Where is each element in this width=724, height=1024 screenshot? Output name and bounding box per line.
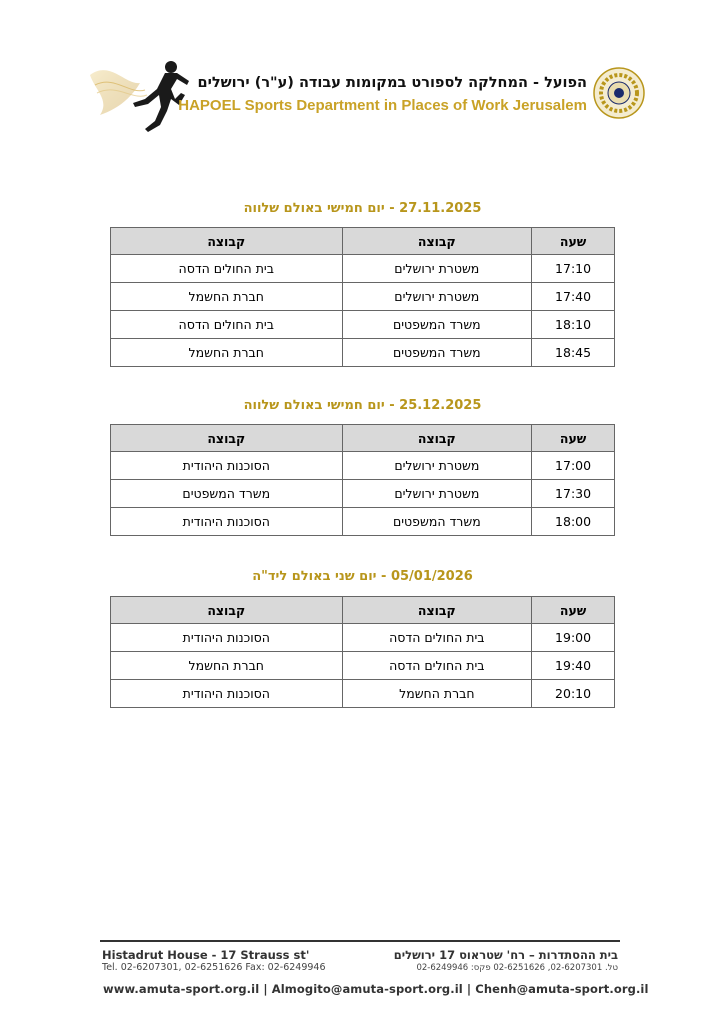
- column-header-team: קבוצה: [111, 228, 343, 255]
- team-name: הסוכנות היהודית: [111, 508, 343, 536]
- column-header-team: קבוצה: [111, 425, 343, 452]
- column-header-team: קבוצה: [342, 228, 532, 255]
- team-name: משטרת ירושלים: [342, 480, 532, 508]
- column-header-time: שעה: [532, 228, 615, 255]
- match-time: 18:45: [532, 339, 615, 367]
- runner-logo-icon: [85, 55, 195, 133]
- letterhead-footer: [100, 940, 649, 1000]
- footer-address-hebrew: בית ההסתדרות – רח' שטראוס 17 ירושלים: [393, 948, 618, 962]
- organization-title-english: HAPOEL Sports Department in Places of Work Jerusalem: [178, 97, 587, 114]
- team-name: משרד המשפטים: [111, 480, 343, 508]
- match-time: 20:10: [532, 680, 615, 708]
- match-time: 19:40: [532, 652, 615, 680]
- team-name: בית החולים הדסה: [111, 311, 343, 339]
- team-name: משטרת ירושלים: [342, 283, 532, 311]
- column-header-team: קבוצה: [342, 425, 532, 452]
- table-row: [111, 624, 615, 652]
- match-time: 18:00: [532, 508, 615, 536]
- section-title: 27.11.2025 - יום חמישי באולם שלווה: [243, 201, 482, 216]
- table-row: [111, 283, 615, 311]
- table-row: [111, 339, 615, 367]
- team-name: משרד המשפטים: [342, 508, 532, 536]
- footer-divider: [100, 940, 620, 942]
- team-name: הסוכנות היהודית: [111, 624, 343, 652]
- team-name: חברת החשמל: [342, 680, 532, 708]
- team-name: בית החולים הדסה: [342, 624, 532, 652]
- table-row: [111, 508, 615, 536]
- match-time: 17:30: [532, 480, 615, 508]
- schedule-table: [110, 227, 615, 367]
- table-header-row: [111, 228, 615, 255]
- letterhead: [85, 55, 645, 135]
- team-name: הסוכנות היהודית: [111, 452, 343, 480]
- table-row: [111, 452, 615, 480]
- table-header-row: [111, 425, 615, 452]
- table-row: [111, 480, 615, 508]
- match-time: 17:40: [532, 283, 615, 311]
- organization-title-hebrew: הפועל - המחלקה לספורט במקומות עבודה (ע"ר) ירושלים: [197, 75, 587, 91]
- team-name: משטרת ירושלים: [342, 255, 532, 283]
- team-name: חברת החשמל: [111, 339, 343, 367]
- footer-contacts: www.amuta-sport.org.il | Almogito@amuta-sport.org.il | Chenh@amuta-sport.org.il: [103, 982, 649, 996]
- table-row: [111, 652, 615, 680]
- team-name: חברת החשמל: [111, 283, 343, 311]
- organization-seal-icon: [593, 67, 645, 119]
- team-name: משרד המשפטים: [342, 339, 532, 367]
- match-time: 17:10: [532, 255, 615, 283]
- column-header-time: שעה: [532, 425, 615, 452]
- footer-phones-english: Tel. 02-6207301, 02-6251626 Fax: 02-6249946: [102, 962, 326, 973]
- team-name: הסוכנות היהודית: [111, 680, 343, 708]
- table-row: [111, 255, 615, 283]
- column-header-team: קבוצה: [111, 597, 343, 624]
- table-row: [111, 680, 615, 708]
- footer-address-english: Histadrut House - 17 Strauss st': [102, 948, 310, 962]
- team-name: משרד המשפטים: [342, 311, 532, 339]
- team-name: חברת החשמל: [111, 652, 343, 680]
- column-header-team: קבוצה: [342, 597, 532, 624]
- footer-phones-hebrew: טל. 02-6207301, 02-6251626 פקס: 02-6249946: [416, 963, 618, 973]
- team-name: משטרת ירושלים: [342, 452, 532, 480]
- team-name: בית החולים הדסה: [111, 255, 343, 283]
- match-time: 19:00: [532, 624, 615, 652]
- section-title: 05/01/2026 - יום שני באולם ליד"ה: [252, 569, 473, 584]
- section-title: 25.12.2025 - יום חמישי באולם שלווה: [243, 398, 482, 413]
- column-header-time: שעה: [532, 597, 615, 624]
- match-time: 18:10: [532, 311, 615, 339]
- match-time: 17:00: [532, 452, 615, 480]
- schedule-table: [110, 424, 615, 536]
- team-name: בית החולים הדסה: [342, 652, 532, 680]
- table-row: [111, 311, 615, 339]
- schedule-table: [110, 596, 615, 708]
- table-header-row: [111, 597, 615, 624]
